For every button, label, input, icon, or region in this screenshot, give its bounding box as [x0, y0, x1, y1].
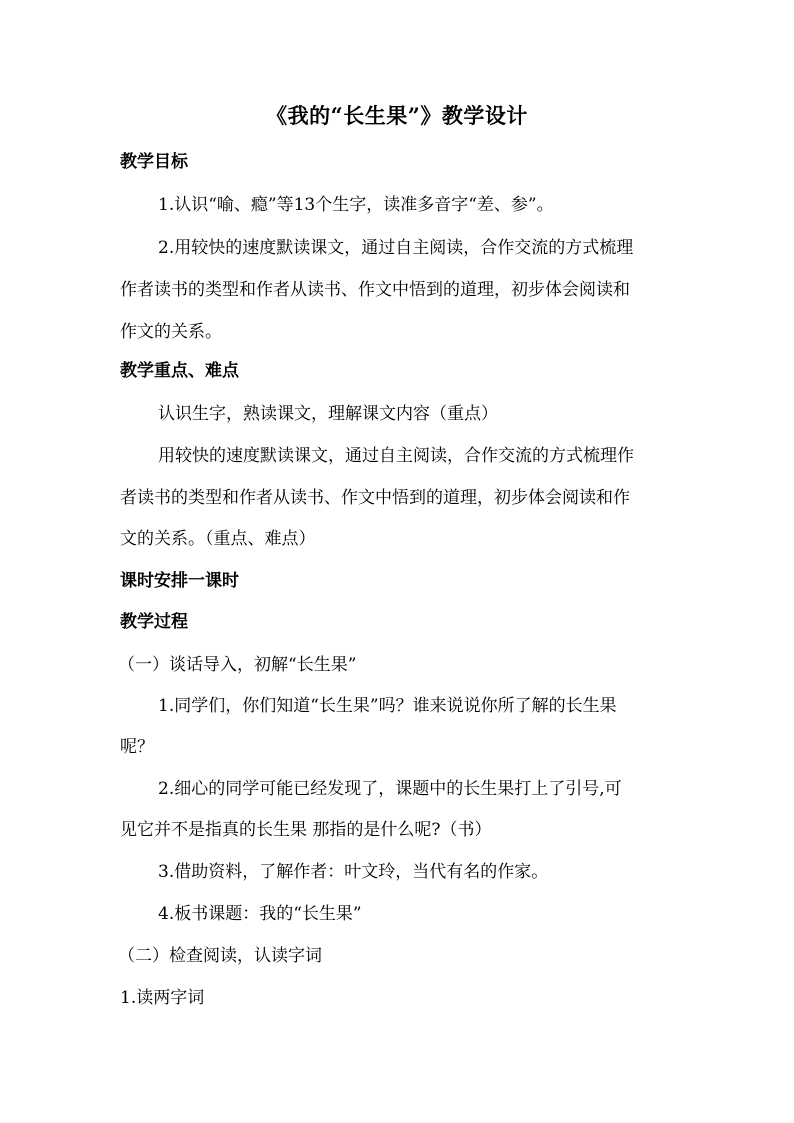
- document-title: 《我的“长生果”》教学设计: [266, 103, 528, 128]
- process-step-3: 3.借助资料，了解作者：叶文玲，当代有名的作家。: [158, 862, 549, 882]
- key-point-1: 认识生字，熟读课文，理解课文内容（重点）: [158, 404, 498, 424]
- key-point-2-line-3: 文的关系。（重点、难点）: [120, 529, 316, 549]
- schedule-line: 课时安排一课时: [120, 571, 239, 591]
- process-part-2-heading: （二）检查阅读，认读字词: [118, 946, 322, 966]
- key-point-2-line-2: 者读书的类型和作者从读书、作文中悟到的道理，初步体会阅读和作: [120, 488, 630, 508]
- process-step-4: 4.板书课题：我的“长生果”: [158, 904, 362, 924]
- goal-item-2-line-1: 2.用较快的速度默读课文，通过自主阅读，合作交流的方式梳理: [158, 238, 634, 258]
- process-part-1-heading: （一）谈话导入，初解“长生果”: [118, 655, 357, 675]
- process-step-1-line-1: 1.同学们，你们知道“长生果”吗？谁来说说你所了解的长生果: [158, 696, 617, 716]
- goal-item-2-line-2: 作者读书的类型和作者从读书、作文中悟到的道理，初步体会阅读和: [120, 280, 630, 300]
- goal-item-2-line-3: 作文的关系。: [120, 322, 222, 342]
- process-step-2-line-1: 2.细心的同学可能已经发现了，课题中的长生果打上了引号,可: [158, 779, 622, 799]
- goal-item-1: 1.认识“喻、瘾”等13个生字，读准多音字“差、参”。: [158, 195, 554, 215]
- process-sub-1: 1.读两字词: [120, 988, 205, 1008]
- process-step-1-line-2: 呢？: [120, 737, 154, 757]
- section-heading-process: 教学过程: [120, 612, 188, 632]
- key-point-2-line-1: 用较快的速度默读课文，通过自主阅读，合作交流的方式梳理作: [158, 446, 634, 466]
- process-step-2-line-2: 见它并不是指真的长生果 那指的是什么呢?（书）: [120, 820, 492, 840]
- section-heading-goals: 教学目标: [120, 152, 188, 172]
- section-heading-key-points: 教学重点、难点: [120, 361, 239, 381]
